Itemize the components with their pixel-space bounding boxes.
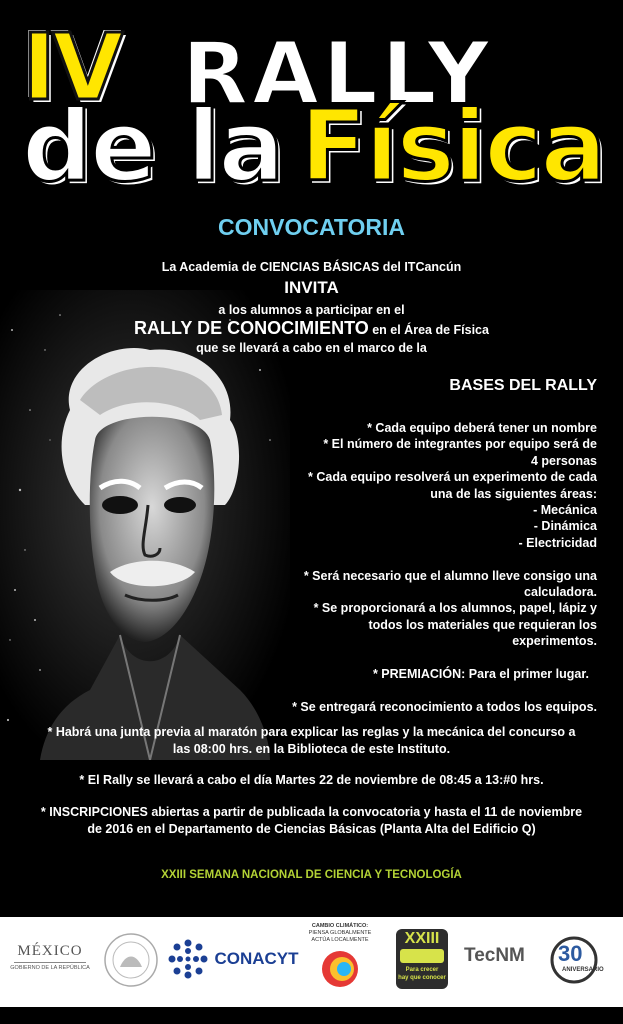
junta-line: * Habrá una junta previa al maratón para explicar las reglas y la mecánica del concurso a [47, 725, 576, 739]
xxiii-label: XXIII [404, 930, 440, 947]
bases-line: - Dinámica [533, 519, 597, 534]
semana-nacional: XXIII SEMANA NACIONAL DE CIENCIA Y TECNOLOGÍA [161, 869, 462, 881]
bases-line: 4 personas [530, 453, 597, 468]
tecnm-logo: TecNM [464, 945, 525, 966]
einstein-portrait-illustration [0, 290, 290, 760]
junta-line: las 08:00 hrs. en la Biblioteca de este Instituto. [172, 742, 451, 756]
inscripciones-line: de 2016 en el Departamento de Ciencias Básicas (Planta Alta del Edificio Q) [87, 822, 536, 836]
cambio-climatico-logo [308, 923, 372, 993]
xxiii-sub-1: Para crecer [405, 967, 439, 973]
intro-marco: que se llevará a cabo en el marco de la [196, 341, 427, 355]
aniversario-label: ANIVERSARIO [562, 967, 604, 973]
title-de-la: de la [22, 90, 283, 204]
globe-icon [319, 948, 361, 990]
intro-rally-rest: en el Área de Física [368, 323, 489, 337]
intro-invita: INVITA [284, 278, 339, 297]
bases-line: - Mecánica [533, 503, 597, 518]
cambio-line: CAMBIO CLIMÁTICO: [311, 923, 369, 929]
fecha-text: * El Rally se llevará a cabo el día Martes 22 de noviembre de 08:45 a 13:#0 hrs. [79, 773, 544, 787]
bases-spacer [292, 682, 597, 698]
bases-line: - Electricidad [518, 535, 597, 550]
mexico-label: MÉXICO [17, 943, 83, 959]
sep-seal-icon [102, 931, 160, 989]
bases-line: * Cada equipo deberá tener un nombre [367, 421, 597, 435]
inscripciones-line: * INSCRIPCIONES abiertas a partir de publicada la convocatoria y hasta el 11 de noviembre [40, 805, 583, 819]
bases-line: * Será necesario que el alumno lleve consigo una [303, 568, 597, 583]
cambio-line: PIENSA GLOBALMENTE [308, 930, 372, 936]
sponsor-logos-strip [0, 917, 623, 1007]
title-line-2 [0, 92, 623, 202]
aniversario-logo [548, 927, 614, 993]
bases-line: * El número de integrantes por equipo será de [323, 437, 597, 452]
intro-alumnos: a los alumnos a participar en el [218, 303, 405, 317]
title-rally: RALLY [182, 24, 494, 124]
mexico-logo [10, 943, 90, 971]
bases-spacer [292, 650, 597, 666]
bases-line: experimentos. [512, 634, 597, 649]
bases-line: una de las siguientes áreas: [430, 486, 597, 501]
bases-line: * Cada equipo resolverá un experimento de cada [308, 470, 597, 485]
bases-line: * Se proporcionará a los alumnos, papel, lápiz y [313, 601, 597, 616]
inscripciones-text [20, 804, 603, 838]
gobierno-label: GOBIERNO DE LA REPÚBLICA [10, 965, 90, 971]
intro-rally [0, 318, 623, 339]
conacyt-logo [166, 937, 299, 981]
bases-line: * Se entregará reconocimiento a todos los equipos. [292, 699, 597, 714]
xxiii-semana-logo [396, 929, 448, 989]
conacyt-dots-icon [166, 937, 210, 981]
intro-rally-bold: RALLY DE CONOCIMIENTO [134, 318, 369, 338]
junta-text [20, 724, 603, 758]
bases-list [292, 420, 597, 715]
bases-title: BASES DEL RALLY [449, 377, 597, 394]
title-fisica: Física [300, 90, 605, 204]
cambio-line: ACTÚA LOCALMENTE [311, 937, 369, 943]
convocatoria-heading: CONVOCATORIA [218, 214, 405, 240]
conacyt-label: CONACYT [214, 949, 299, 968]
title-iv: IV [22, 14, 120, 121]
bases-line: calculadora. [524, 585, 597, 600]
xxiii-sub-2: hay que conocer [398, 975, 446, 981]
bases-spacer [292, 551, 597, 567]
bases-line: todos los materiales que requieran los [368, 617, 597, 632]
bases-line: * PREMIACIÓN: Para el primer lugar. [372, 667, 589, 682]
aniversario-number: 30 [558, 941, 583, 966]
intro-academia: La Academia de CIENCIAS BÁSICAS del ITCancún [161, 260, 462, 274]
